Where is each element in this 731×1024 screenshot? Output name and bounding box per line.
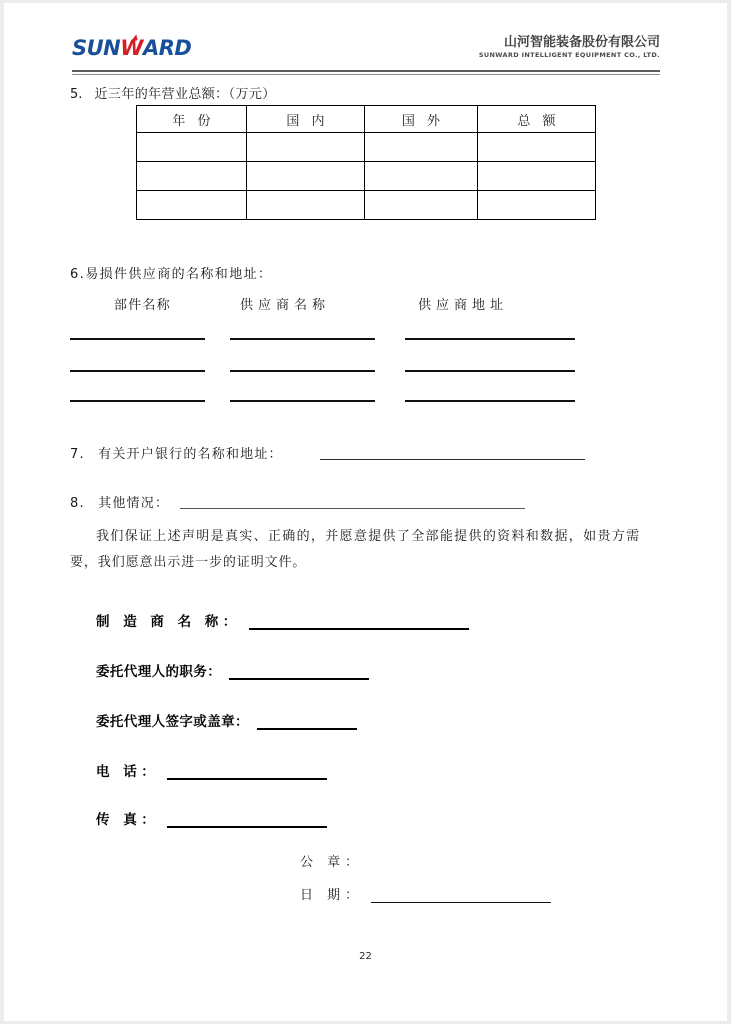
supplier-field-address-2[interactable]: [405, 370, 575, 372]
field-official-seal: [300, 851, 363, 870]
supplier-field-address-3[interactable]: [405, 400, 575, 402]
document-header: [72, 36, 660, 72]
supplier-field-part-name-3[interactable]: [70, 400, 205, 402]
item-8-label: 其他情况：: [98, 496, 170, 511]
field-input-line[interactable]: [229, 665, 369, 680]
table-header-row: [137, 106, 596, 133]
annual-revenue-table: [136, 105, 596, 220]
item-8-heading: [70, 492, 169, 511]
field-input-line[interactable]: [371, 889, 551, 903]
cell-year[interactable]: [137, 133, 247, 162]
supplier-column-supplier-address: 供应商地址: [418, 298, 509, 313]
supplier-field-name-3[interactable]: [230, 400, 375, 402]
item-8-input-line[interactable]: [180, 508, 525, 509]
item-7-input-line[interactable]: [320, 459, 585, 460]
item-7-number: 7.: [70, 447, 85, 462]
supplier-field-part-name-2[interactable]: [70, 370, 205, 372]
field-agent-signature-or-seal: [96, 710, 357, 730]
item-8-number: 8.: [70, 496, 85, 511]
column-header-domestic: 国 内: [247, 106, 365, 133]
field-input-line[interactable]: [249, 615, 469, 630]
item-7-label: 有关开户银行的名称和地址：: [98, 447, 283, 462]
table-row: [137, 162, 596, 191]
field-label: 电 话：: [96, 764, 160, 780]
field-label: 委托代理人签字或盖章：: [96, 714, 249, 730]
cell-total[interactable]: [478, 191, 596, 220]
field-input-line[interactable]: [167, 813, 327, 828]
field-fax: [96, 808, 327, 828]
field-label: 公 章：: [300, 855, 364, 870]
field-label: 传 真：: [96, 812, 160, 828]
cell-overseas[interactable]: [365, 191, 478, 220]
cell-total[interactable]: [478, 162, 596, 191]
column-header-overseas: 国 外: [365, 106, 478, 133]
item-6-heading: 6.易损件供应商的名称和地址：: [70, 267, 273, 282]
cell-overseas[interactable]: [365, 133, 478, 162]
page-edge-left: [0, 0, 4, 1024]
header-divider-thin: [72, 74, 660, 75]
page-edge-top: [0, 0, 731, 3]
table-row: [137, 191, 596, 220]
cell-domestic[interactable]: [247, 162, 365, 191]
company-identity: [479, 36, 660, 58]
guarantee-statement: 我们保证上述声明是真实、正确的，并愿意提供了全部能提供的资料和数据，如贵方需要，我们愿意出示进一步的证明文件。: [70, 529, 640, 570]
field-agent-position: [96, 660, 369, 680]
item-5-label: 近三年的年营业总额：（万元）: [94, 87, 276, 102]
supplier-field-name-2[interactable]: [230, 370, 375, 372]
field-input-line[interactable]: [257, 715, 357, 730]
cell-year[interactable]: [137, 191, 247, 220]
supplier-column-part-name: 部件名称: [114, 298, 171, 313]
field-label: 制 造 商 名 称：: [96, 614, 241, 630]
company-name-cn: 山河智能装备股份有限公司: [503, 35, 660, 50]
supplier-column-supplier-name: 供应商名称: [240, 298, 331, 313]
cell-total[interactable]: [478, 133, 596, 162]
company-name-en: SUNWARD INTELLIGENT EQUIPMENT CO., LTD.: [478, 50, 660, 59]
logo-text-part2: W: [120, 36, 143, 60]
column-header-total: 总 额: [478, 106, 596, 133]
cell-domestic[interactable]: [247, 133, 365, 162]
cell-year[interactable]: [137, 162, 247, 191]
field-date: [300, 884, 551, 903]
item-7-heading: [70, 443, 283, 462]
page-number: 22: [359, 951, 372, 962]
header-divider-thick: [72, 70, 660, 72]
sunward-logo: [72, 38, 191, 59]
table-row: [137, 133, 596, 162]
field-label: 日 期：: [300, 888, 364, 903]
cell-domestic[interactable]: [247, 191, 365, 220]
cell-overseas[interactable]: [365, 162, 478, 191]
item-5-heading: [70, 83, 276, 102]
page-edge-right: [727, 0, 731, 1024]
logo-text-part3: ARD: [142, 36, 192, 60]
supplier-field-name-1[interactable]: [230, 338, 375, 340]
field-manufacturer-name: [96, 610, 469, 630]
field-label: 委托代理人的职务：: [96, 664, 222, 680]
item-5-number: 5.: [70, 87, 83, 102]
field-telephone: [96, 760, 327, 780]
column-header-year: 年 份: [137, 106, 247, 133]
supplier-field-address-1[interactable]: [405, 338, 575, 340]
supplier-field-part-name-1[interactable]: [70, 338, 205, 340]
logo-text-part1: SUN: [72, 36, 121, 60]
field-input-line[interactable]: [167, 765, 327, 780]
